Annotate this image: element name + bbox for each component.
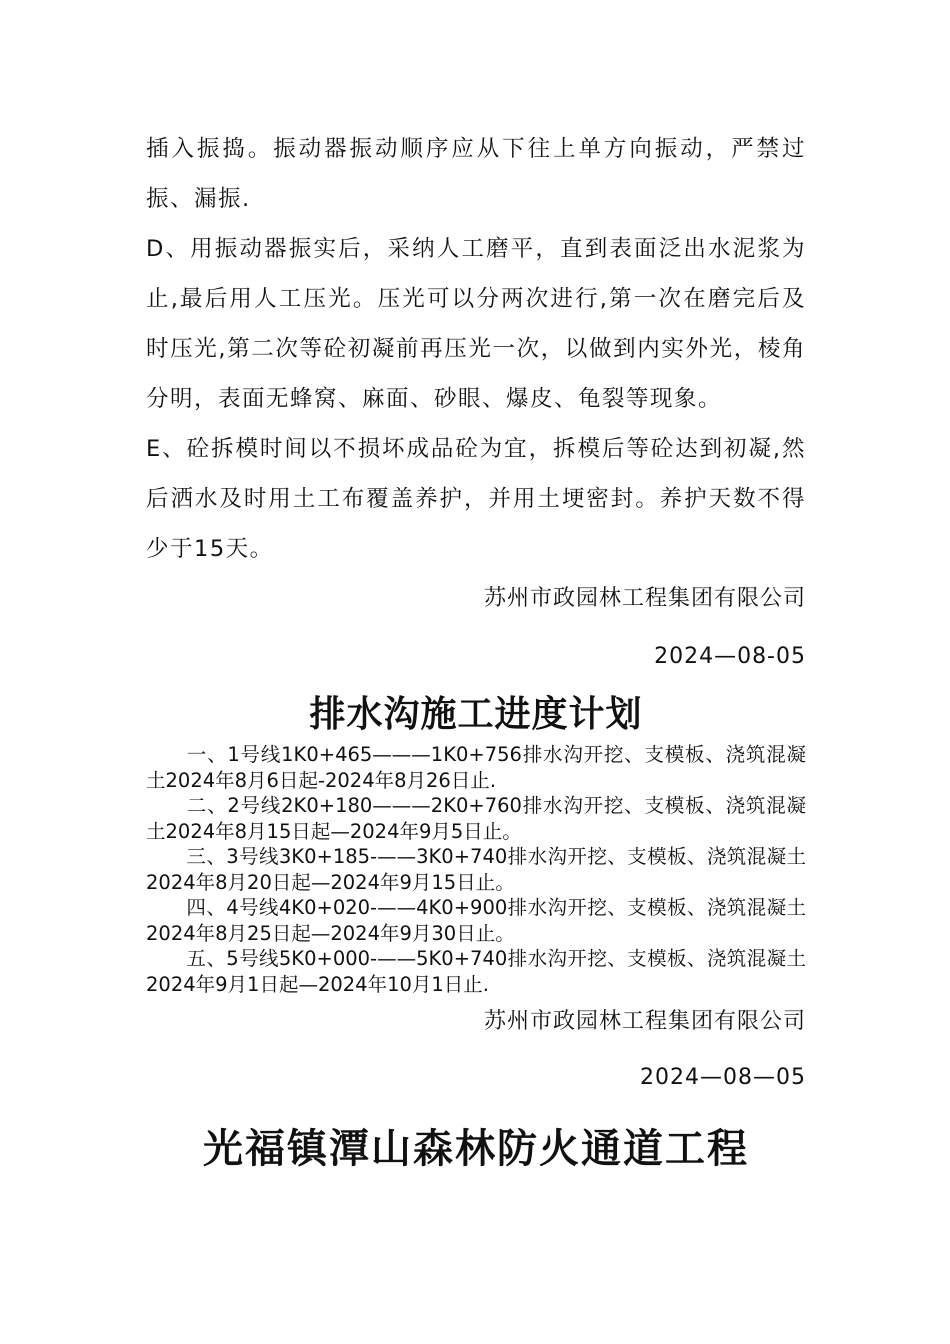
company-signature: 苏州市政园林工程集团有限公司 (483, 586, 806, 611)
paragraph-vibration: 插入振捣。振动器振动顺序应从下往上单方向振动，严禁过振、漏振. (146, 136, 806, 212)
schedule-title: 排水沟施工进度计划 (309, 694, 643, 735)
schedule-item: 二、2号线2K0+180———2K0+760排水沟开挖、支模板、浇筑混凝土2024年8月15日起—2024年9月5日止。 (146, 794, 806, 843)
schedule-date: 2024—08—05 (640, 1065, 806, 1090)
document-page (146, 124, 806, 1179)
schedule-item: 一、1号线1K0+465———1K0+756排水沟开挖、支模板、浇筑混凝土2024年8月6日起-2024年8月26日止. (146, 743, 806, 792)
schedule-item: 三、3号线3K0+185-——3K0+740排水沟开挖、支模板、浇筑混凝土2024年8月20日起—2024年9月15日止。 (146, 845, 806, 894)
paragraph-step-e: E、砼拆模时间以不损坏成品砼为宜，拆模后等砼达到初凝,然后洒水及时用土工布覆盖养护，并用土埂密封。养护天数不得少于15天。 (146, 436, 806, 562)
schedule-item: 五、5号线5K0+000-——5K0+740排水沟开挖、支模板、浇筑混凝土2024年9月1日起—2024年10月1日止. (146, 947, 806, 996)
schedule-list (146, 742, 806, 997)
signature-date: 2024—08-05 (654, 644, 806, 669)
paragraph-step-d: D、用振动器振实后，采纳人工磨平，直到表面泛出水泥浆为止,最后用人工压光。压光可以分两次进行,第一次在磨完后及时压光,第二次等砼初凝前再压光一次，以做到内实外光，棱角分明，表面无蜂窝、麻面、砂眼、爆皮、龟裂等现象。 (146, 236, 806, 412)
schedule-item: 四、4号线4K0+020-——4K0+900排水沟开挖、支模板、浇筑混凝土2024年8月25日起—2024年9月30日止。 (146, 896, 806, 945)
schedule-company-signature: 苏州市政园林工程集团有限公司 (483, 1009, 806, 1034)
project-title: 光福镇潭山森林防火通道工程 (203, 1126, 749, 1172)
